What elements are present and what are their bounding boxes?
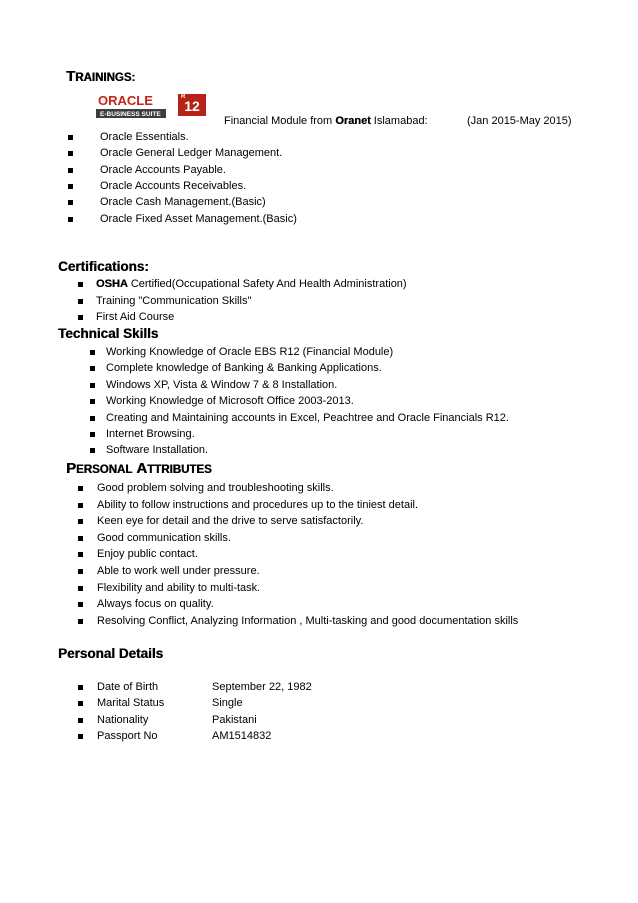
bullet-icon (78, 701, 83, 706)
personal-details-heading: Personal Details (58, 646, 164, 661)
bullet-icon (78, 315, 83, 320)
training-course-line: Financial Module from Oranet Islamabad: (224, 115, 428, 127)
bullet-icon (78, 552, 83, 557)
bullet-icon (68, 217, 73, 222)
bullet-icon (90, 383, 95, 388)
bullet-icon (68, 151, 73, 156)
bullet-icon (90, 432, 95, 437)
bullet-icon (78, 282, 83, 287)
bullet-icon (78, 536, 83, 541)
technical-skills-heading: Technical Skills (58, 326, 159, 341)
training-dates: (Jan 2015-May 2015) (467, 115, 572, 127)
bullet-icon (78, 486, 83, 491)
oracle-ebs-logo (94, 91, 168, 119)
detail-label: Nationality (97, 714, 149, 726)
bullet-icon (78, 718, 83, 723)
detail-value: AM1514832 (212, 730, 272, 742)
detail-label: Date of Birth (97, 681, 159, 693)
bullet-icon (78, 503, 83, 508)
detail-label: Marital Status (97, 697, 165, 709)
detail-value: Single (212, 697, 243, 709)
detail-label: Passport No (97, 730, 158, 742)
logo-brand-text: ORACLE (98, 93, 153, 108)
bullet-icon (90, 366, 95, 371)
bullet-icon (78, 685, 83, 690)
bullet-icon (68, 184, 73, 189)
detail-value: September 22, 1982 (212, 681, 312, 693)
trainings-heading: TRAININGS: (66, 68, 136, 85)
bullet-icon (68, 200, 73, 205)
bullet-icon (90, 416, 95, 421)
bullet-icon (78, 619, 83, 624)
training-org: Oranet (335, 115, 371, 127)
bullet-icon (78, 569, 83, 574)
detail-value: Pakistani (212, 714, 257, 726)
bullet-icon (78, 586, 83, 591)
personal-attributes-heading: PERSONAL ATTRIBUTES (66, 460, 212, 477)
logo-suite-text: E-BUSINESS SUITE (100, 111, 161, 118)
certifications-heading: Certifications: (58, 259, 149, 274)
bullet-icon (78, 602, 83, 607)
bullet-icon (78, 299, 83, 304)
bullet-icon (78, 519, 83, 524)
bullet-icon (90, 350, 95, 355)
bullet-icon (78, 734, 83, 739)
bullet-icon (68, 135, 73, 140)
r12-badge: R 12 (178, 94, 206, 116)
bullet-icon (90, 399, 95, 404)
bullet-icon (68, 168, 73, 173)
bullet-icon (90, 448, 95, 453)
